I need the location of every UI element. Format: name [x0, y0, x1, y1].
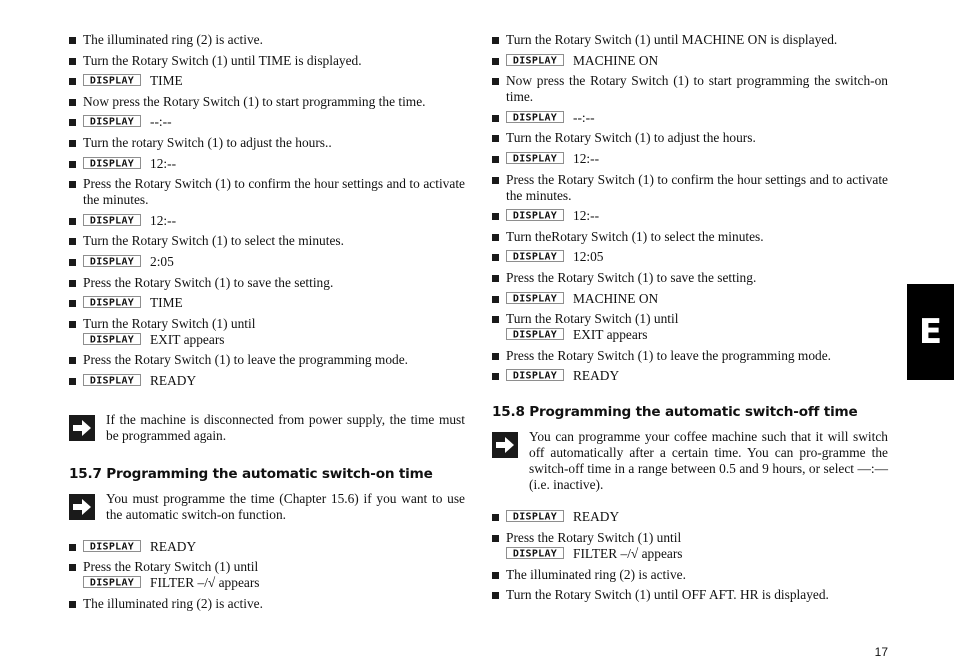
instruction-text: Turn the Rotary Switch (1) until MACHINE ON is displayed. [506, 32, 838, 47]
display-badge [506, 328, 564, 340]
display-value: 12:05 [573, 249, 604, 265]
display-value: 2:05 [150, 253, 174, 269]
display-value: FILTER –/√ appears [573, 545, 683, 561]
square-bullet-icon [492, 177, 499, 184]
svg-text:DISPLAY: DISPLAY [89, 256, 135, 267]
list-item [69, 94, 465, 110]
list-item [492, 587, 888, 603]
instruction-list [492, 32, 888, 384]
display-badge [506, 250, 564, 262]
spacer [69, 394, 465, 410]
instruction-list [69, 539, 465, 612]
svg-text:DISPLAY: DISPLAY [512, 112, 558, 123]
square-bullet-icon [492, 373, 499, 380]
list-item [492, 311, 888, 343]
display-value: MACHINE ON [573, 290, 659, 306]
list-item [492, 270, 888, 286]
instruction-list [492, 509, 888, 603]
display-value: EXIT appears [150, 331, 225, 347]
square-bullet-icon [69, 280, 76, 287]
arrow-right-icon [69, 415, 95, 441]
svg-text:DISPLAY: DISPLAY [89, 215, 135, 226]
square-bullet-icon [69, 140, 76, 147]
square-bullet-icon [69, 238, 76, 245]
section-heading: 15.8 Programming the automatic switch-off time [492, 404, 858, 421]
left-column [69, 32, 465, 616]
instruction-text: The illuminated ring (2) is active. [506, 566, 686, 582]
display-value: TIME [150, 73, 183, 89]
list-item [492, 208, 888, 224]
list-item [492, 291, 888, 307]
list-item [492, 249, 888, 265]
instruction-text: Turn the Rotary Switch (1) until [506, 311, 679, 327]
display-value: EXIT appears [573, 327, 648, 343]
instruction-text: The illuminated ring (2) is active. [83, 32, 263, 47]
page-number: 17 [874, 645, 888, 659]
list-item [492, 110, 888, 126]
note-text: If the machine is disconnected from power supply, the time must be programmed again. [106, 411, 465, 443]
list-item [69, 156, 465, 172]
list-item [69, 539, 465, 555]
square-bullet-icon [69, 161, 76, 168]
square-bullet-icon [69, 564, 76, 571]
list-item [69, 254, 465, 270]
list-item [69, 233, 465, 249]
instruction-text: Turn the Rotary Switch (1) until TIME is displayed. [83, 52, 362, 68]
display-line [506, 110, 888, 126]
display-badge [83, 296, 141, 308]
display-line [83, 114, 465, 130]
display-line [506, 509, 888, 525]
instruction-text: Turn the Rotary Switch (1) until [83, 315, 256, 331]
instruction-text: Press the Rotary Switch (1) to save the setting. [506, 269, 757, 285]
svg-text:DISPLAY: DISPLAY [89, 158, 135, 169]
svg-text:DISPLAY: DISPLAY [512, 293, 558, 304]
instruction-text: Press the Rotary Switch (1) to leave the programming mode. [506, 347, 832, 363]
display-line [83, 575, 465, 591]
display-badge [506, 54, 564, 66]
square-bullet-icon [69, 378, 76, 385]
list-item [492, 32, 888, 48]
display-line [506, 249, 888, 265]
display-badge [83, 540, 141, 552]
list-item [492, 172, 888, 204]
list-item [492, 73, 888, 105]
list-item [69, 114, 465, 130]
square-bullet-icon [69, 58, 76, 65]
square-bullet-icon [492, 514, 499, 521]
list-item [69, 53, 465, 69]
note-block [69, 491, 465, 523]
display-line [83, 73, 465, 89]
instruction-text: Press the Rotary Switch (1) to save the setting. [83, 274, 334, 290]
square-bullet-icon [69, 99, 76, 106]
display-value: READY [573, 509, 620, 525]
instruction-text: Turn the rotary Switch (1) to adjust the hours.. [83, 134, 332, 150]
instruction-text: Press the Rotary Switch (1) to confirm the hour settings and to activate the minutes. [83, 176, 465, 208]
display-line [83, 539, 465, 555]
display-value: MACHINE ON [573, 52, 659, 68]
svg-text:DISPLAY: DISPLAY [512, 548, 558, 559]
display-badge [506, 111, 564, 123]
display-value: 12:-- [150, 155, 177, 171]
display-value: READY [573, 368, 620, 384]
display-badge [83, 576, 141, 588]
svg-text:DISPLAY: DISPLAY [89, 541, 135, 552]
list-item [492, 130, 888, 146]
display-line [506, 327, 888, 343]
square-bullet-icon [492, 213, 499, 220]
display-line [83, 332, 465, 348]
display-badge [83, 157, 141, 169]
square-bullet-icon [492, 58, 499, 65]
display-badge [83, 255, 141, 267]
instruction-text: Now press the Rotary Switch (1) to start programming the time. [83, 93, 426, 109]
svg-text:DISPLAY: DISPLAY [512, 55, 558, 66]
list-item [69, 73, 465, 89]
svg-text:DISPLAY: DISPLAY [89, 375, 135, 386]
list-item [69, 32, 465, 48]
instruction-text: Turn the Rotary Switch (1) until OFF AFT. HR is displayed. [506, 587, 829, 603]
list-item [492, 53, 888, 69]
display-badge [506, 209, 564, 221]
instruction-text: Press the Rotary Switch (1) until [83, 559, 259, 575]
svg-text:DISPLAY: DISPLAY [89, 116, 135, 128]
list-item [492, 368, 888, 384]
spacer [69, 523, 465, 539]
square-bullet-icon [492, 37, 499, 44]
instruction-list [69, 32, 465, 389]
display-value: READY [150, 372, 197, 388]
list-item [69, 596, 465, 612]
display-badge [83, 374, 141, 386]
instruction-with-display [83, 316, 465, 348]
svg-text:DISPLAY: DISPLAY [512, 251, 558, 263]
instruction-text: Press the Rotary Switch (1) until [506, 529, 682, 545]
list-item [69, 559, 465, 591]
display-value: READY [150, 538, 197, 554]
display-badge [506, 510, 564, 522]
list-item [492, 530, 888, 562]
square-bullet-icon [69, 544, 76, 551]
display-line [506, 151, 888, 167]
display-line [83, 254, 465, 270]
instruction-text: Press the Rotary Switch (1) to confirm the hour settings and to activate the minutes. [506, 171, 888, 203]
list-item [492, 229, 888, 245]
square-bullet-icon [492, 78, 499, 85]
instruction-with-display [506, 311, 888, 343]
svg-text:DISPLAY: DISPLAY [89, 75, 135, 87]
list-item [69, 176, 465, 208]
language-tab: E [907, 284, 954, 380]
note-text: You can programme your coffee machine such that it will switch off automatically after a certain time. You can pro-gramme the switch-off time in a range between 0.5 and 9 hours, or select —:— (i.e. inactive). [529, 429, 888, 493]
square-bullet-icon [69, 321, 76, 328]
list-item [492, 348, 888, 364]
square-bullet-icon [69, 357, 76, 364]
instruction-with-display [506, 530, 888, 562]
list-item [492, 509, 888, 525]
note-block [69, 412, 465, 444]
instruction-text: Turn the Rotary Switch (1) to select the minutes. [83, 233, 344, 249]
square-bullet-icon [492, 535, 499, 542]
section-heading: 15.7 Programming the automatic switch-on time [69, 465, 433, 482]
display-badge [506, 152, 564, 164]
square-bullet-icon [492, 572, 499, 579]
display-line [83, 156, 465, 172]
display-line [506, 53, 888, 69]
list-item [69, 275, 465, 291]
right-column [492, 32, 888, 608]
square-bullet-icon [69, 300, 76, 307]
list-item [69, 352, 465, 368]
display-value: 12:-- [573, 208, 600, 224]
square-bullet-icon [69, 259, 76, 266]
square-bullet-icon [492, 254, 499, 261]
square-bullet-icon [492, 353, 499, 360]
list-item [69, 316, 465, 348]
display-badge [83, 333, 141, 345]
display-badge [506, 369, 564, 381]
instruction-text: Press the Rotary Switch (1) to leave the programming mode. [83, 352, 409, 368]
square-bullet-icon [69, 181, 76, 188]
list-item [492, 567, 888, 583]
display-line [506, 291, 888, 307]
svg-text:DISPLAY: DISPLAY [512, 370, 558, 382]
square-bullet-icon [492, 156, 499, 163]
spacer [492, 493, 888, 509]
svg-text:DISPLAY: DISPLAY [512, 153, 558, 164]
instruction-with-display [83, 559, 465, 591]
display-value: --:-- [150, 114, 172, 130]
square-bullet-icon [492, 135, 499, 142]
list-item [69, 295, 465, 311]
display-value: 12:-- [573, 150, 600, 166]
display-line [506, 546, 888, 562]
display-badge [83, 74, 141, 86]
instruction-text: The illuminated ring (2) is active. [83, 595, 263, 611]
square-bullet-icon [69, 601, 76, 608]
square-bullet-icon [69, 78, 76, 85]
square-bullet-icon [69, 37, 76, 44]
display-value: TIME [150, 295, 183, 311]
display-badge [506, 292, 564, 304]
display-line [83, 213, 465, 229]
svg-text:DISPLAY: DISPLAY [89, 577, 135, 589]
display-line [83, 295, 465, 311]
instruction-text: Turn the Rotary Switch (1) to adjust the hours. [506, 130, 756, 146]
note-text: You must programme the time (Chapter 15.6) if you want to use the automatic switch-on function. [106, 490, 465, 522]
svg-text:DISPLAY: DISPLAY [512, 511, 558, 523]
arrow-right-icon [69, 494, 95, 520]
square-bullet-icon [69, 218, 76, 225]
list-item [492, 151, 888, 167]
display-value: --:-- [573, 109, 595, 125]
display-badge [506, 547, 564, 559]
display-value: FILTER –/√ appears [150, 575, 260, 591]
list-item [69, 135, 465, 151]
square-bullet-icon [492, 592, 499, 599]
instruction-text: Now press the Rotary Switch (1) to start programming the switch-on time. [506, 73, 888, 105]
svg-text:DISPLAY: DISPLAY [89, 297, 135, 309]
display-line [506, 368, 888, 384]
square-bullet-icon [492, 115, 499, 122]
arrow-right-icon [492, 432, 518, 458]
svg-text:DISPLAY: DISPLAY [512, 210, 558, 222]
list-item [69, 213, 465, 229]
note-block [492, 429, 888, 493]
list-item [69, 373, 465, 389]
square-bullet-icon [492, 275, 499, 282]
display-line [83, 373, 465, 389]
square-bullet-icon [492, 316, 499, 323]
display-value: 12:-- [150, 212, 177, 228]
display-badge [83, 115, 141, 127]
display-line [506, 208, 888, 224]
instruction-text: Turn theRotary Switch (1) to select the minutes. [506, 228, 764, 244]
svg-text:DISPLAY: DISPLAY [89, 334, 135, 345]
square-bullet-icon [492, 296, 499, 303]
display-badge [83, 214, 141, 226]
svg-text:DISPLAY: DISPLAY [512, 329, 558, 341]
square-bullet-icon [69, 119, 76, 126]
square-bullet-icon [492, 234, 499, 241]
